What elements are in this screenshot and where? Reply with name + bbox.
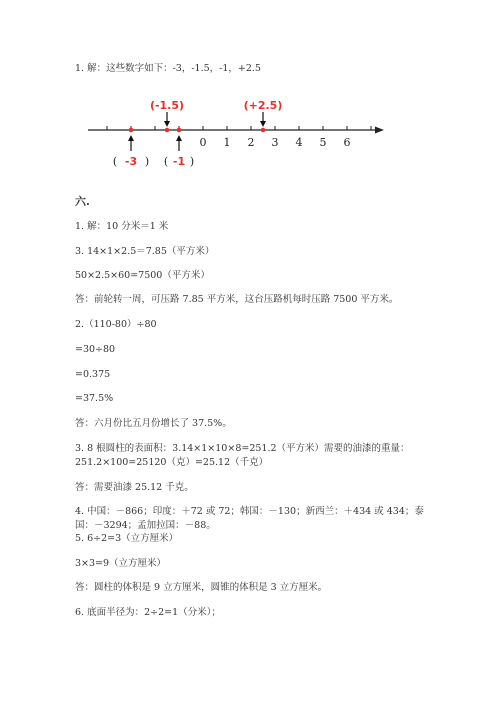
- answer-line: 3. 14×1×2.5＝7.85（平方米）: [75, 246, 215, 257]
- answer-line: 1. 解：这些数字如下：-3，-1.5，-1，+2.5: [75, 63, 261, 74]
- answer-line: =30÷80: [75, 344, 116, 355]
- arrow-head: [260, 121, 266, 127]
- answer-line: 答：需要油漆 25.12 千克。: [75, 482, 194, 493]
- marked-point: [177, 128, 182, 133]
- marked-point: [165, 128, 170, 133]
- answer-line: 答：圆柱的体积是 9 立方厘米，圆锥的体积是 3 立方厘米。: [75, 582, 328, 593]
- point-label-above: (+2.5): [243, 99, 283, 112]
- answer-line: 3. 8 根圆柱的表面积：3.14×1×10×8=251.2（平方米）需要的油漆的重量：: [75, 443, 410, 454]
- answer-line: 4. 中国：－866；印度：＋72 或 72；韩国：－130；新西兰：＋434 或 434；泰: [75, 506, 424, 517]
- answer-line: 答：前轮转一周，可压路 7.85 平方米，这台压路机每时压路 7500 平方米。: [75, 294, 399, 305]
- arrow-head: [176, 135, 182, 141]
- arrow-head: [164, 121, 170, 127]
- answer-line: 国：－3294；孟加拉国：－88。: [75, 520, 216, 531]
- paren-close: ): [144, 155, 150, 168]
- answer-line: 3×3=9（立方厘米）: [75, 558, 167, 569]
- answer-line: =37.5%: [75, 393, 114, 404]
- point-label-above: (-1.5): [149, 99, 185, 112]
- number-line-tick-label: 0: [199, 136, 207, 149]
- answer-line: 50×2.5×60=7500（平方米）: [75, 270, 210, 281]
- number-line-tick-label: 2: [247, 136, 255, 149]
- paren-open: (: [112, 155, 118, 168]
- number-line-tick-label: 3: [271, 136, 279, 149]
- paren-open: (: [163, 155, 169, 168]
- point-label-below: -1: [172, 155, 186, 168]
- number-line-arrow: [375, 127, 384, 134]
- answer-line: =0.375: [75, 369, 111, 380]
- marked-point: [261, 128, 266, 133]
- point-label-below: -3: [124, 155, 138, 168]
- marked-point: [129, 128, 134, 133]
- section-heading: 六.: [75, 195, 90, 208]
- number-line: [0, 0, 500, 180]
- answer-line: 6. 底面半径为：2÷2=1（分米）；: [75, 607, 221, 618]
- number-line-tick-label: 1: [223, 136, 231, 149]
- number-line-tick-label: 5: [319, 136, 327, 149]
- number-line-tick-label: 6: [343, 136, 351, 149]
- number-line-tick-label: 4: [295, 136, 303, 149]
- paren-close: ): [189, 155, 195, 168]
- answer-line: 5. 6÷2=3（立方厘米）: [75, 533, 179, 544]
- answer-line: 251.2×100=25120（克）=25.12（千克）: [75, 457, 269, 468]
- arrow-head: [128, 135, 134, 141]
- answer-line: 答：六月份比五月份增长了 37.5%。: [75, 418, 232, 429]
- answer-line: 1. 解：10 分米＝1 米: [75, 221, 169, 232]
- answer-line: 2.（110-80）÷80: [75, 319, 157, 330]
